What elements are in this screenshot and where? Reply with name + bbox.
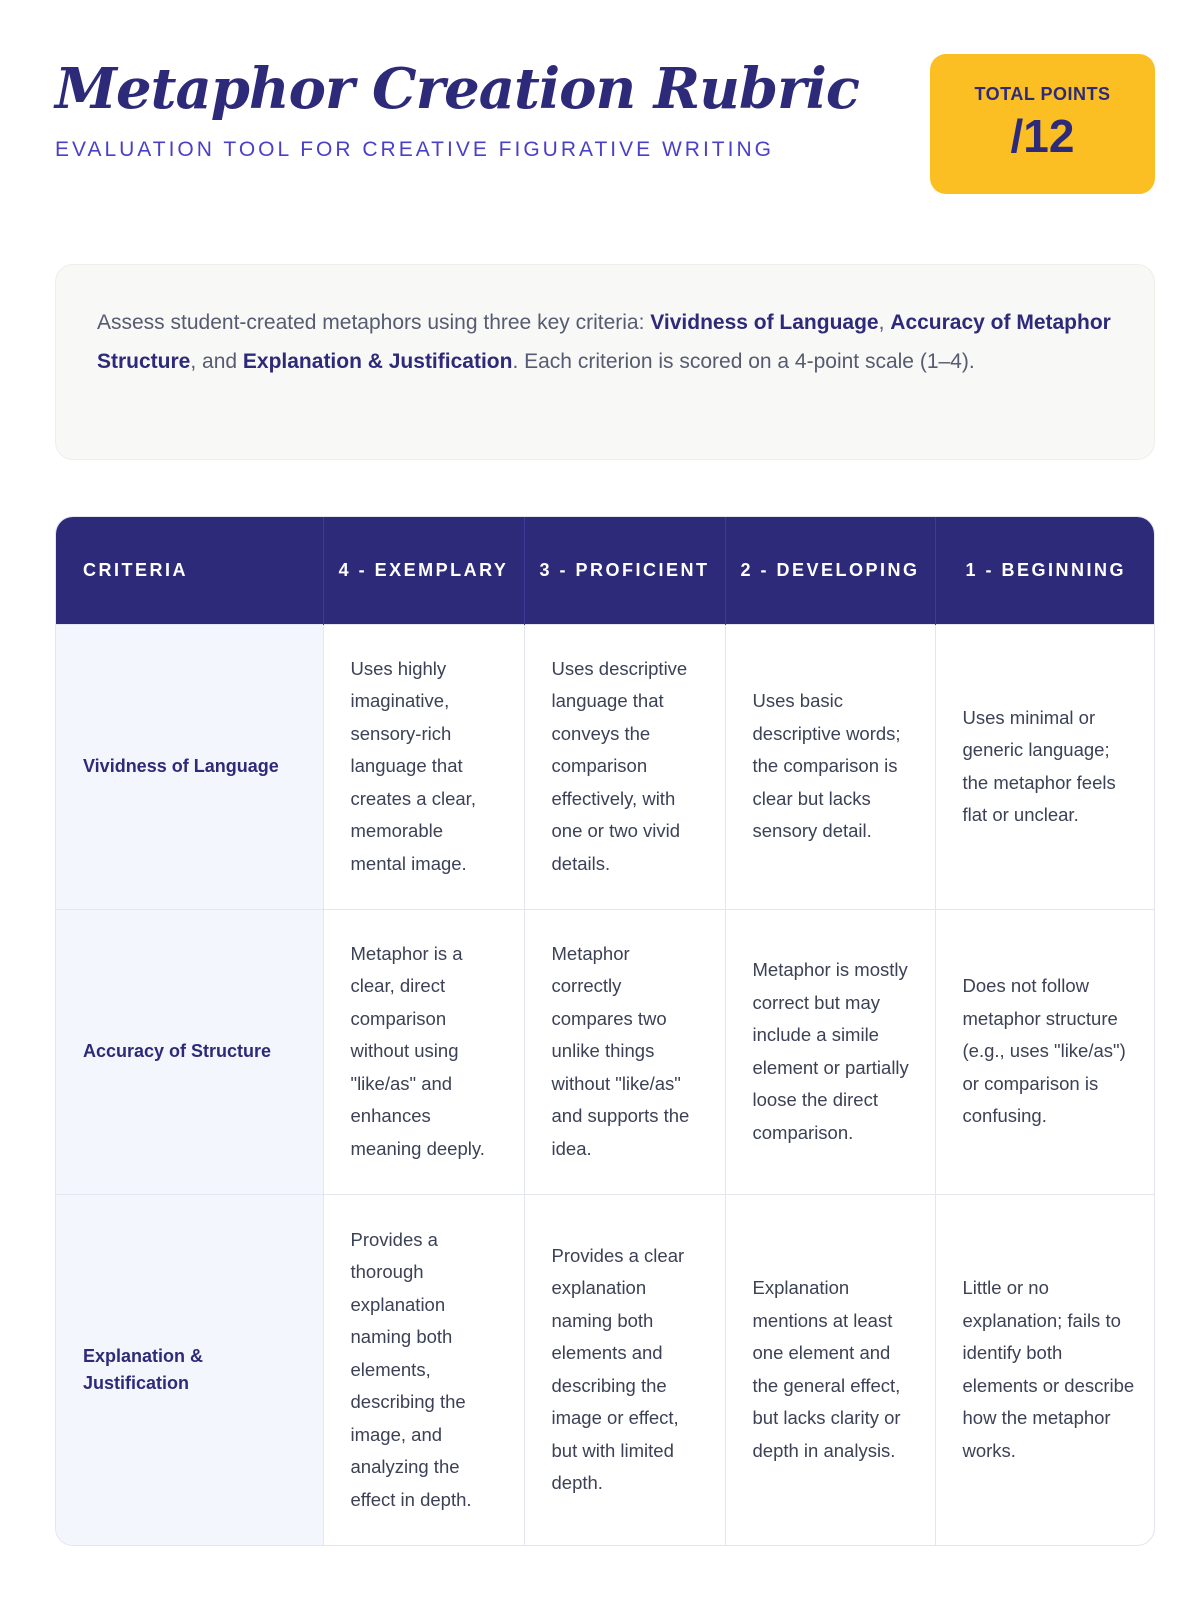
intro-text-part: , and (190, 350, 243, 373)
header-criteria: CRITERIA (56, 517, 323, 624)
table-row (56, 909, 1155, 1194)
descriptor-cell: Little or no explanation; fails to identify both elements or describe how the metaphor works. (935, 1194, 1155, 1545)
descriptor-cell: Uses minimal or generic language; the metaphor feels flat or unclear. (935, 624, 1155, 909)
descriptor-cell: Provides a thorough explanation naming both elements, describing the image, and analyzing the effect in depth. (323, 1194, 524, 1545)
intro-text-part: , (878, 311, 891, 334)
total-points-value: /12 (1010, 110, 1075, 162)
intro-text-part: Assess student-created metaphors using three key criteria: (97, 311, 651, 334)
intro-text-part: . Each criterion is scored on a 4-point scale (1–4). (512, 350, 975, 373)
rubric-table-container (55, 516, 1155, 1546)
table-header-row (56, 517, 1155, 624)
criterion-name: Explanation & Justification (56, 1194, 323, 1545)
header-proficient: 3 - PROFICIENT (524, 517, 725, 624)
descriptor-cell: Explanation mentions at least one element and the general effect, but lacks clarity or depth in analysis. (725, 1194, 935, 1545)
table-row (56, 1194, 1155, 1545)
header-exemplary: 4 - EXEMPLARY (323, 517, 524, 624)
page-subtitle: EVALUATION TOOL FOR CREATIVE FIGURATIVE WRITING (55, 138, 774, 161)
intro-criterion-accuracy: Accuracy of Metaphor Structure (97, 311, 1111, 373)
rubric-table (56, 517, 1155, 1545)
total-points-label: TOTAL POINTS (974, 84, 1111, 104)
page-title: Metaphor Creation Rubric (55, 56, 859, 122)
total-points-badge (930, 54, 1155, 194)
descriptor-cell: Uses basic descriptive words; the comparison is clear but lacks sensory detail. (725, 624, 935, 909)
criterion-name: Accuracy of Structure (56, 909, 323, 1194)
descriptor-cell: Metaphor is a clear, direct comparison without using "like/as" and enhances meaning deeply. (323, 909, 524, 1194)
descriptor-cell: Does not follow metaphor structure (e.g., uses "like/as") or comparison is confusing. (935, 909, 1155, 1194)
intro-criterion-explanation: Explanation & Justification (242, 350, 513, 373)
intro-criterion-vividness: Vividness of Language (650, 311, 879, 334)
criterion-name: Vividness of Language (56, 624, 323, 909)
header-beginning: 1 - BEGINNING (935, 517, 1155, 624)
descriptor-cell: Uses highly imaginative, sensory-rich language that creates a clear, memorable mental image. (323, 624, 524, 909)
table-row (56, 624, 1155, 909)
intro-text (97, 303, 1114, 381)
header-developing: 2 - DEVELOPING (725, 517, 935, 624)
descriptor-cell: Metaphor is mostly correct but may include a simile element or partially loose the direct comparison. (725, 909, 935, 1194)
descriptor-cell: Uses descriptive language that conveys the comparison effectively, with one or two vivid details. (524, 624, 725, 909)
header (55, 52, 1155, 192)
descriptor-cell: Metaphor correctly compares two unlike things without "like/as" and supports the idea. (524, 909, 725, 1194)
intro-panel (55, 264, 1155, 460)
descriptor-cell: Provides a clear explanation naming both elements and describing the image or effect, but with limited depth. (524, 1194, 725, 1545)
